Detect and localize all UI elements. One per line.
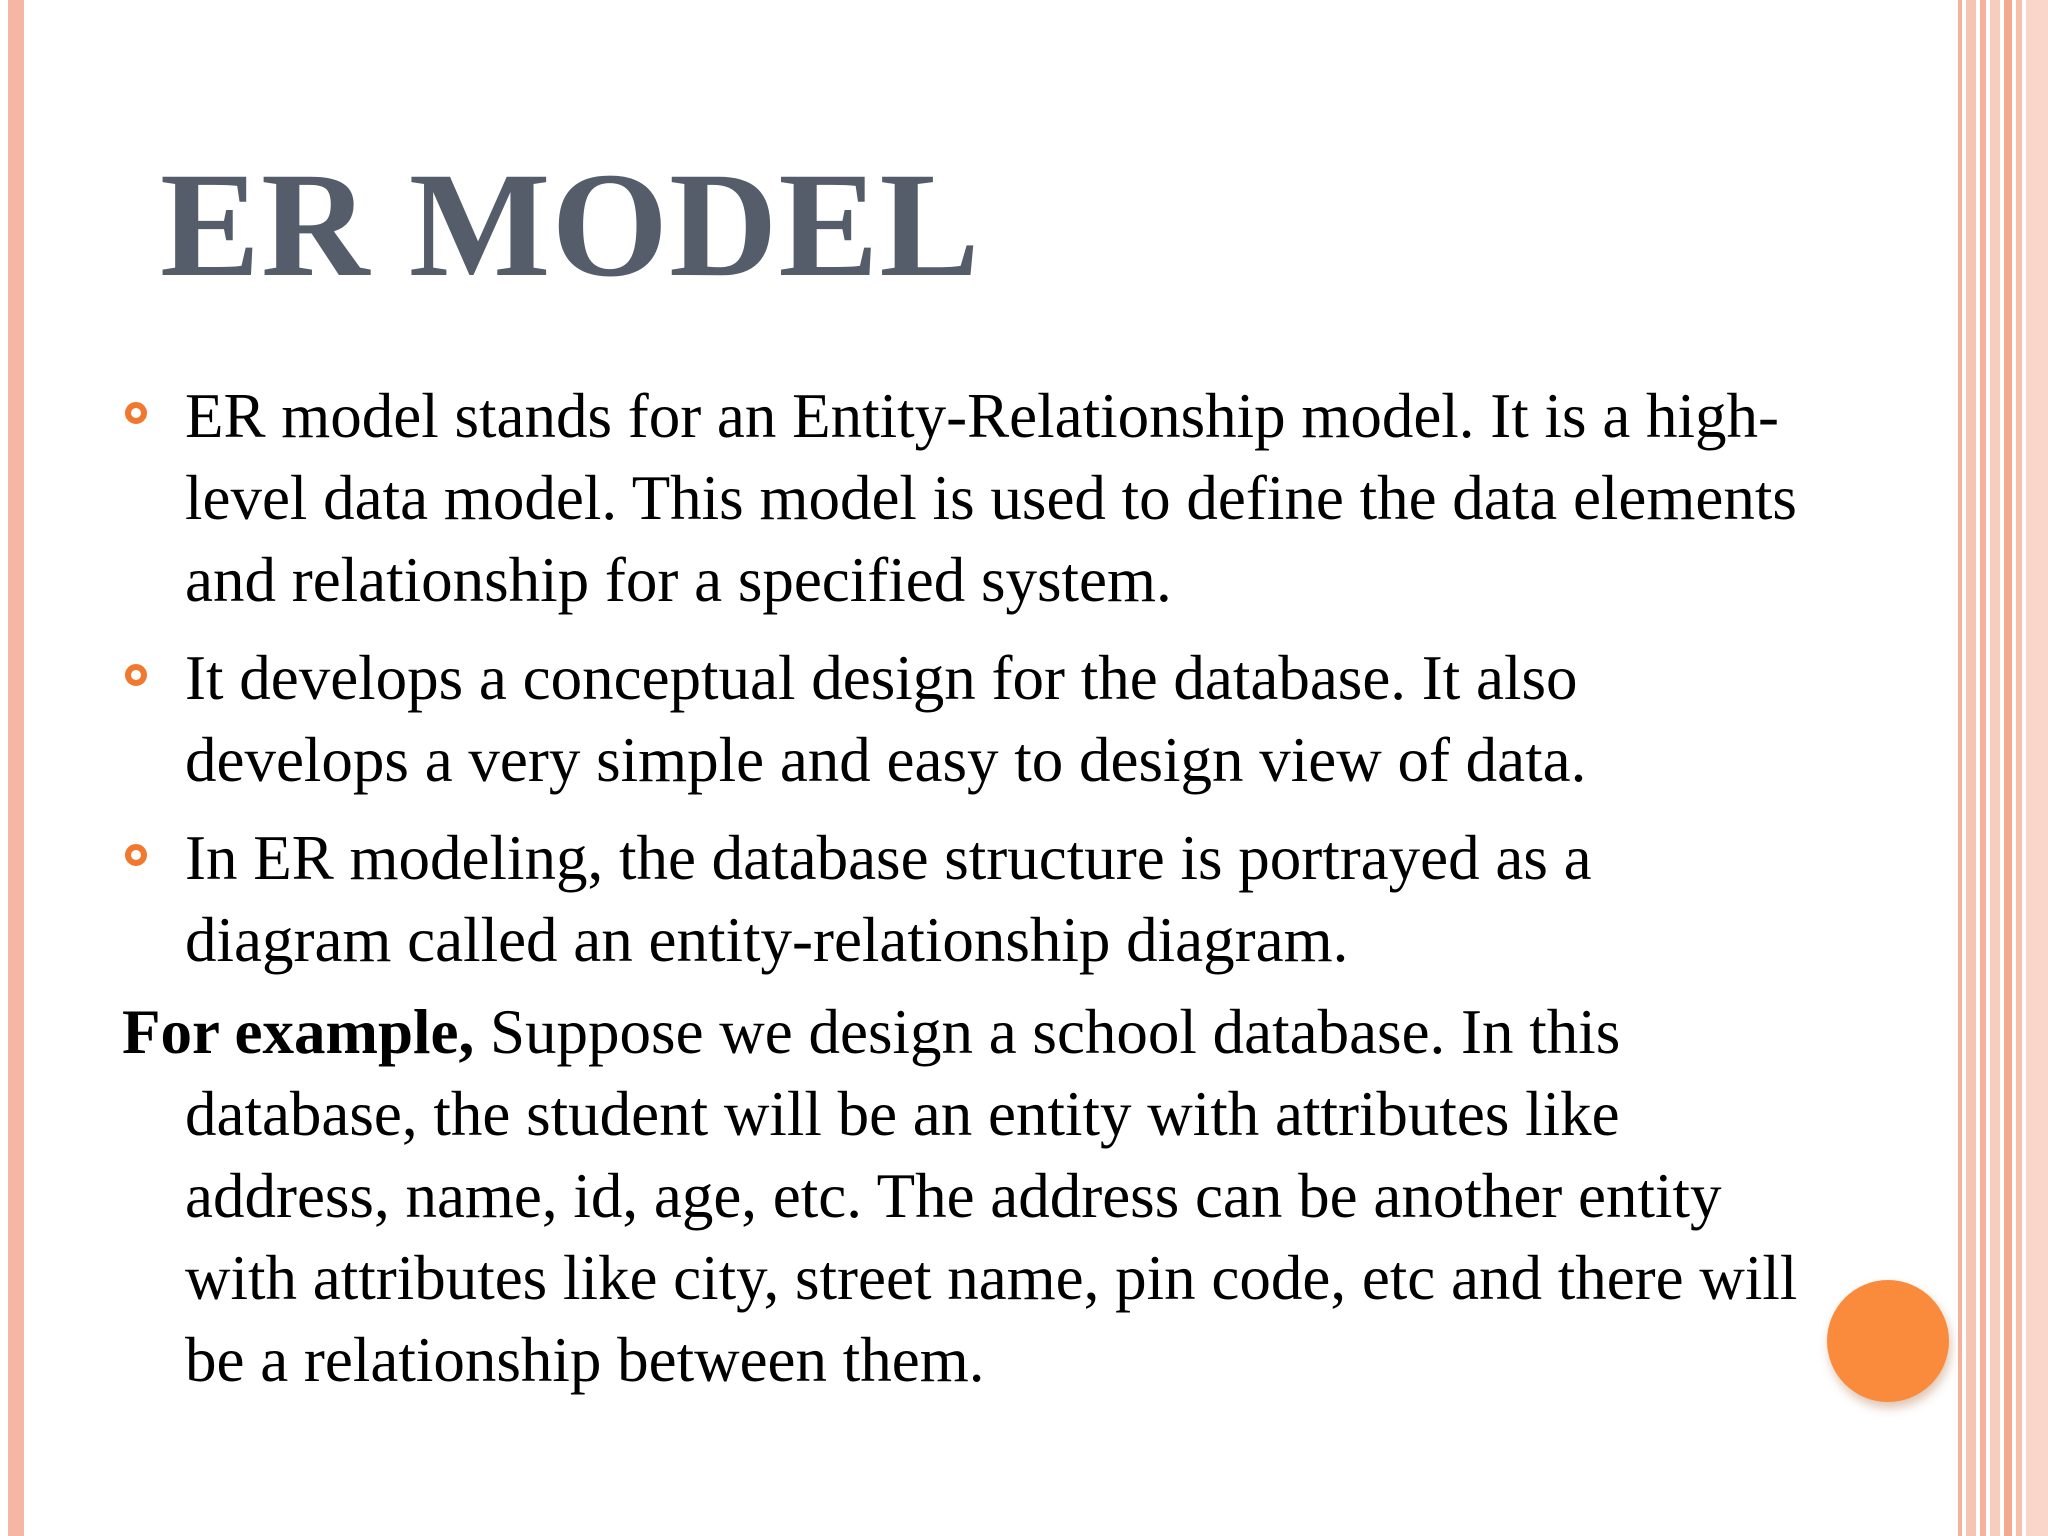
- circle-bullet-icon: [125, 402, 147, 424]
- example-text: Suppose we design a school database. In this database, the student will be an entity with attributes like address, name, id, age, etc. The address can be another entity with attributes like city, street name, pin code, etc and there will be a relationship between them.: [185, 997, 1798, 1395]
- bullet-text: In ER modeling, the database structure is portrayed as a diagram called an entity-relationship diagram.: [185, 823, 1592, 975]
- bullet-text: It develops a conceptual design for the database. It also develops a very simple and easy to design view of data.: [185, 643, 1587, 795]
- right-stripe: [1980, 0, 1986, 1536]
- bullet-item: [122, 375, 1802, 621]
- slide-body: [122, 375, 1802, 1401]
- bullet-item: [122, 637, 1802, 801]
- right-stripe: [1990, 0, 2000, 1536]
- right-stripe: [2016, 0, 2022, 1536]
- circle-bullet-icon: [125, 664, 147, 686]
- right-stripe: [1966, 0, 1976, 1536]
- left-accent-stripe: [8, 0, 24, 1536]
- right-stripe: [1958, 0, 1962, 1536]
- slide-title: ER MODEL: [160, 142, 981, 308]
- bullet-item: [122, 817, 1802, 981]
- example-lead: For example,: [122, 997, 475, 1067]
- bullet-text: ER model stands for an Entity-Relationship model. It is a high-level data model. This model is used to define the data elements and relationship for a specified system.: [185, 381, 1797, 615]
- circle-bullet-icon: [125, 844, 147, 866]
- decorative-orange-circle: [1827, 1280, 1949, 1402]
- right-stripe: [2004, 0, 2012, 1536]
- example-paragraph: [122, 991, 1802, 1401]
- right-stripe: [2026, 0, 2048, 1536]
